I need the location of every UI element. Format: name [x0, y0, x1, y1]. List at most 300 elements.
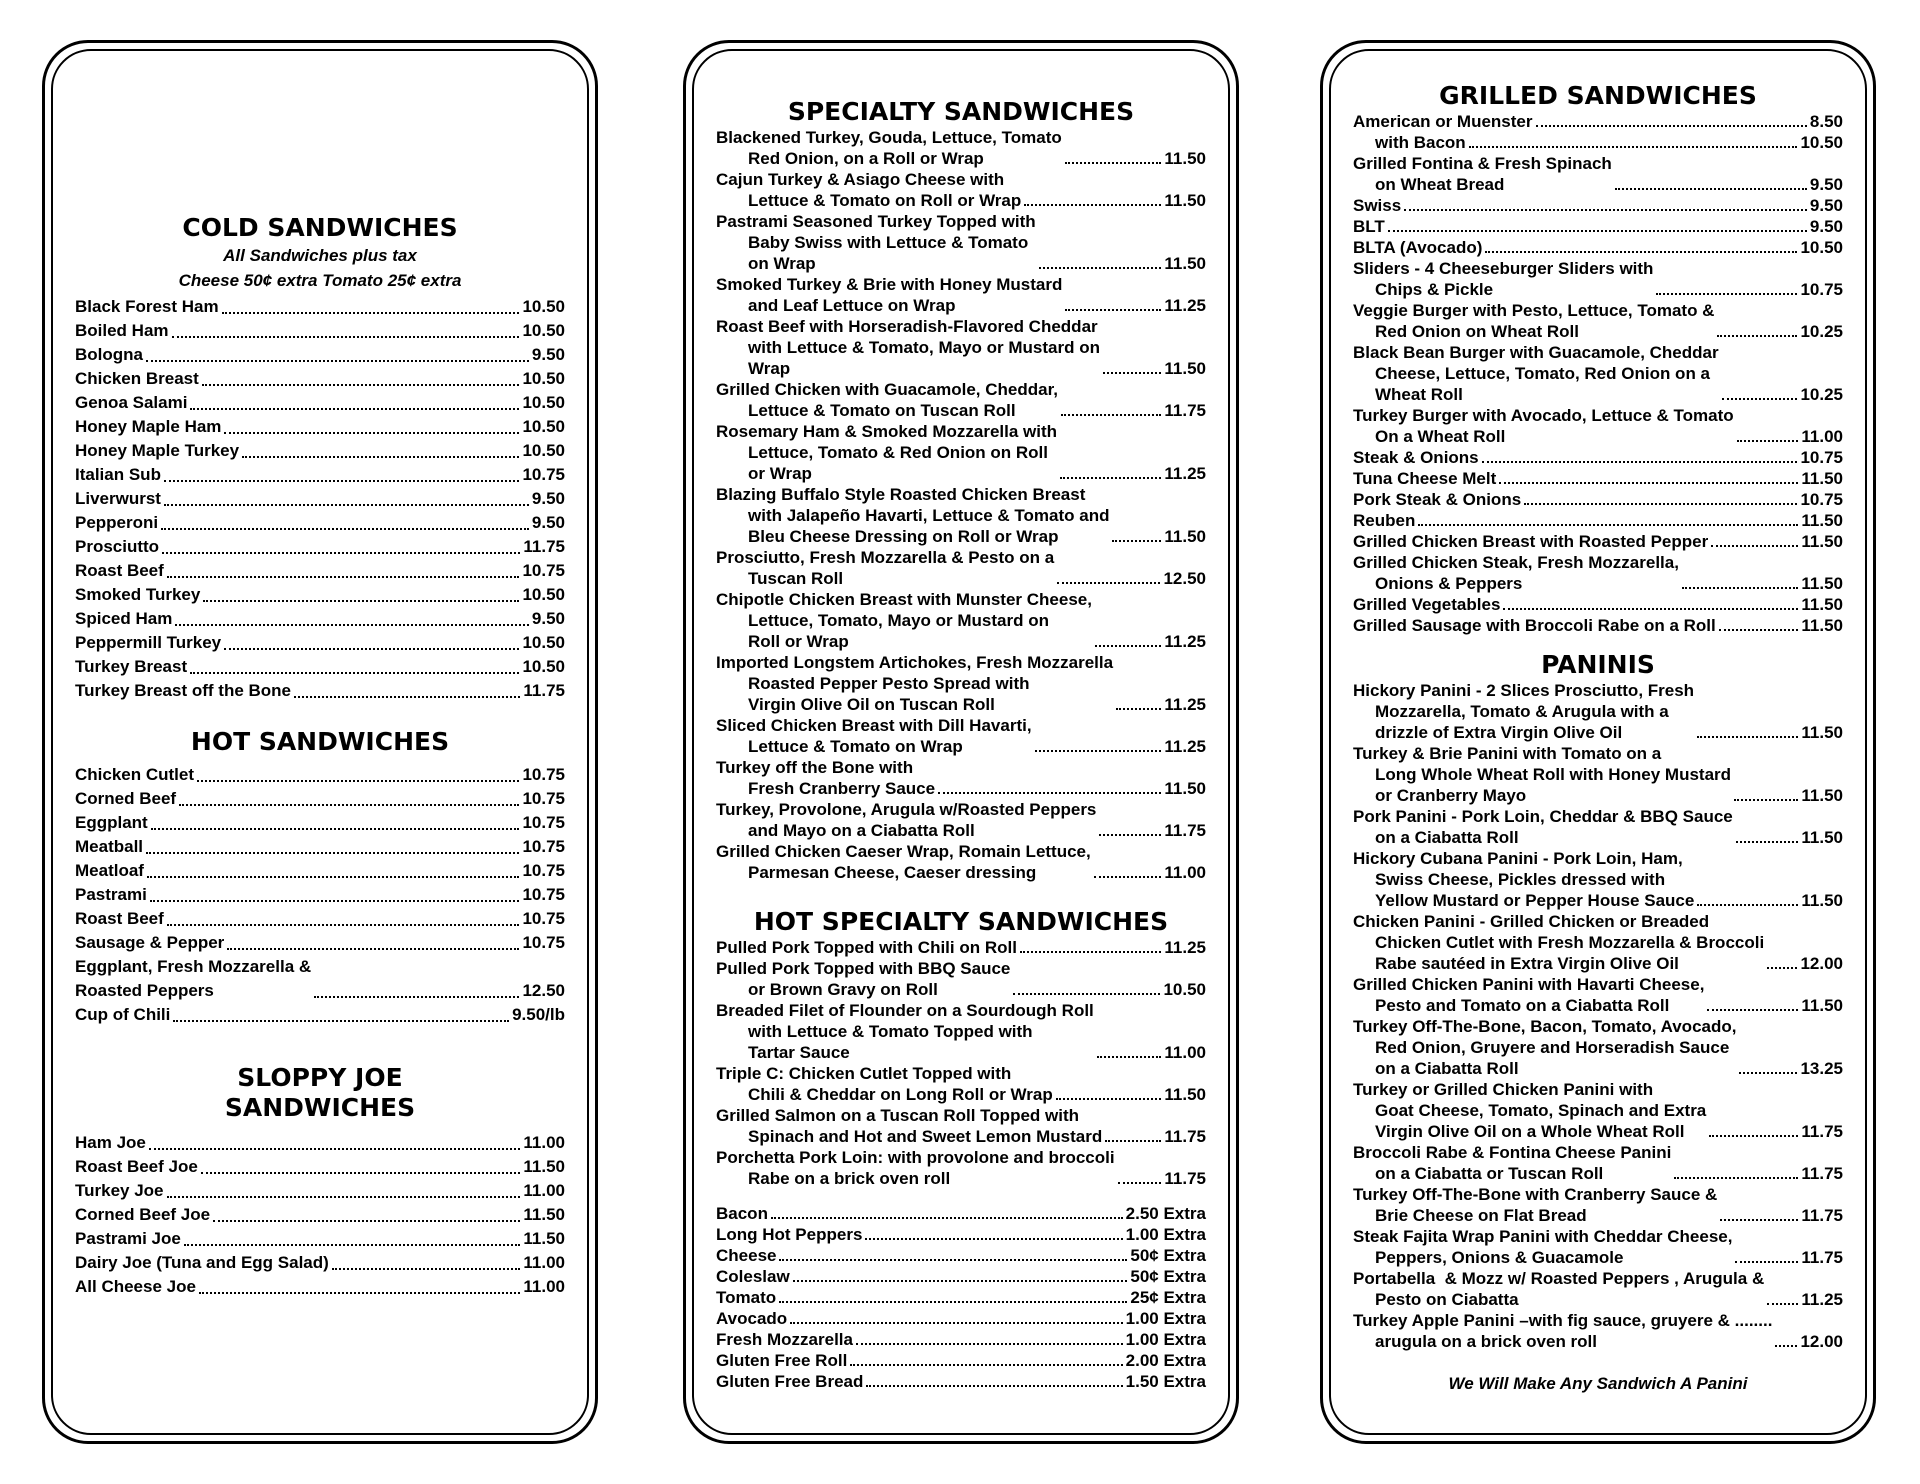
- menu-item-name: Hickory Panini - 2 Slices Prosciutto, Fresh Mozzarella, Tomato & Arugula with a drizzle of Extra Virgin Olive Oil: [1353, 681, 1695, 742]
- menu-item: [1353, 680, 1843, 743]
- menu-item-name: Peppermill Turkey: [75, 633, 222, 652]
- menu-item: [1353, 552, 1843, 594]
- menu-item: [75, 583, 565, 607]
- dot-leader: [1116, 708, 1161, 710]
- menu-item-name: American or Muenster: [1353, 112, 1533, 131]
- menu-item: [1353, 258, 1843, 300]
- dot-leader: [1615, 188, 1807, 190]
- menu-item-price: 10.50: [522, 633, 565, 652]
- menu-item: [75, 931, 565, 955]
- menu-item-name: Long Hot Peppers: [716, 1225, 863, 1244]
- specialty-sandwiches-section: [716, 97, 1206, 883]
- menu-item-name: Veggie Burger with Pesto, Lettuce, Tomato & Red Onion on Wheat Roll: [1353, 301, 1715, 341]
- menu-item-name: Imported Longstem Artichokes, Fresh Mozzarella Roasted Pepper Pesto Spread with Virgin Olive Oil on Tuscan Roll: [716, 653, 1114, 714]
- menu-item-price: 11.50: [1164, 254, 1206, 273]
- menu-item-name: Eggplant, Fresh Mozzarella & Roasted Peppers: [75, 957, 312, 1000]
- menu-item: [716, 274, 1206, 316]
- paninis-section: [1353, 650, 1843, 1394]
- menu-item: [716, 169, 1206, 211]
- menu-item-name: Boiled Ham: [75, 321, 169, 340]
- dot-leader: [1485, 251, 1797, 253]
- menu-item: [716, 421, 1206, 484]
- menu-item: [716, 1329, 1206, 1350]
- menu-item: [1353, 615, 1843, 636]
- menu-item-name: Portabella & Mozz w/ Roasted Peppers , Arugula & Pesto on Ciabatta: [1353, 1269, 1765, 1309]
- menu-item-price: 11.50: [1801, 574, 1843, 593]
- grilled-sandwiches-section: [1353, 81, 1843, 636]
- menu-item-price: 10.50: [522, 369, 565, 388]
- dot-leader: [865, 1238, 1122, 1240]
- menu-item-price: 11.50: [1801, 891, 1843, 910]
- menu-item-name: Bacon: [716, 1204, 768, 1223]
- menu-item-name: Prosciutto, Fresh Mozzarella & Pesto on a Tuscan Roll: [716, 548, 1055, 588]
- menu-item: [716, 1105, 1206, 1147]
- menu-item-price: 11.00: [1801, 427, 1843, 446]
- menu-item-name: Grilled Chicken Breast with Roasted Pepper: [1353, 532, 1709, 551]
- menu-item-price: 11.75: [1164, 1169, 1206, 1188]
- menu-item-price: 10.25: [1800, 322, 1843, 341]
- menu-item-name: Swiss: [1353, 196, 1402, 215]
- menu-item-name: Chicken Breast: [75, 369, 199, 388]
- menu-item: [1353, 806, 1843, 848]
- menu-item-name: Blazing Buffalo Style Roasted Chicken Breast with Jalapeño Havarti, Lettuce & Tomato and Bleu Cheese Dressing on Roll or Wrap: [716, 485, 1110, 546]
- menu-item-price: 9.50: [531, 489, 565, 508]
- dot-leader: [146, 852, 519, 854]
- menu-item: [75, 859, 565, 883]
- dot-leader: [1035, 750, 1162, 752]
- menu-item-name: Turkey Off-The-Bone with Cranberry Sauce & Brie Cheese on Flat Bread: [1353, 1185, 1718, 1225]
- menu-item-name: Grilled Chicken Caeser Wrap, Romain Lettuce, Parmesan Cheese, Caeser dressing: [716, 842, 1091, 882]
- menu-item-price: 10.75: [1800, 280, 1843, 299]
- menu-item: [716, 127, 1206, 169]
- dot-leader: [1736, 841, 1799, 843]
- extras-section: [716, 1203, 1206, 1392]
- menu-item-name: BLT: [1353, 217, 1385, 236]
- dot-leader: [1503, 608, 1798, 610]
- menu-item: [716, 1350, 1206, 1371]
- menu-item: [75, 463, 565, 487]
- menu-item: [1353, 1079, 1843, 1142]
- dot-leader: [150, 900, 520, 902]
- menu-panel-middle: [683, 40, 1239, 1444]
- dot-leader: [1482, 461, 1798, 463]
- menu-item-name: Rosemary Ham & Smoked Mozzarella with Lettuce, Tomato & Red Onion on Roll or Wrap: [716, 422, 1058, 483]
- menu-item-name: Pastrami Joe: [75, 1229, 181, 1248]
- dot-leader: [1717, 335, 1797, 337]
- menu-item-price: 10.50: [522, 657, 565, 676]
- menu-item: [75, 787, 565, 811]
- dot-leader: [1020, 951, 1161, 953]
- menu-item-name: Sliced Chicken Breast with Dill Havarti, Lettuce & Tomato on Wrap: [716, 716, 1032, 756]
- menu-item: [75, 487, 565, 511]
- menu-item: [75, 607, 565, 631]
- menu-item-price: 11.25: [1164, 737, 1206, 756]
- menu-item-price: 10.50: [1163, 980, 1206, 999]
- menu-item: [716, 958, 1206, 1000]
- dot-leader: [224, 432, 519, 434]
- dot-leader: [1536, 125, 1807, 127]
- menu-item: [716, 316, 1206, 379]
- menu-item-price: 9.50: [1809, 175, 1843, 194]
- menu-item: [716, 1308, 1206, 1329]
- dot-leader: [1056, 1098, 1162, 1100]
- menu-item-name: Pork Panini - Pork Loin, Cheddar & BBQ Sauce on a Ciabatta Roll: [1353, 807, 1733, 847]
- dot-leader: [184, 1244, 521, 1246]
- menu-item: [1353, 911, 1843, 974]
- dot-leader: [1112, 540, 1161, 542]
- menu-item-price: 2.50 Extra: [1125, 1204, 1206, 1223]
- menu-item-price: 11.75: [1164, 821, 1206, 840]
- menu-item: [716, 1000, 1206, 1063]
- dot-leader: [1737, 440, 1799, 442]
- menu-item: [716, 652, 1206, 715]
- menu-item-name: Hickory Cubana Panini - Pork Loin, Ham, Swiss Cheese, Pickles dressed with Yellow Mustard or Pepper House Sauce: [1353, 849, 1695, 910]
- menu-item-name: Pastrami: [75, 885, 147, 904]
- dot-leader: [202, 384, 520, 386]
- menu-item-price: 10.50: [1800, 133, 1843, 152]
- menu-item-price: 9.50: [1809, 217, 1843, 236]
- menu-item: [1353, 743, 1843, 806]
- menu-item: [1353, 1310, 1843, 1352]
- menu-item-price: 12.50: [522, 981, 565, 1000]
- menu-item: [75, 367, 565, 391]
- menu-item-name: Corned Beef: [75, 789, 177, 808]
- dot-leader: [779, 1259, 1127, 1261]
- menu-item-price: 10.75: [522, 885, 565, 904]
- menu-item-name: Eggplant: [75, 813, 148, 832]
- dot-leader: [197, 780, 519, 782]
- menu-item-price: 11.75: [1801, 1122, 1843, 1141]
- dot-leader: [146, 360, 529, 362]
- menu-panel-right: [1320, 40, 1876, 1444]
- menu-item-price: 11.25: [1164, 695, 1206, 714]
- menu-item-price: 8.50: [1809, 112, 1843, 131]
- menu-item: [75, 955, 565, 1003]
- menu-item-name: Turkey, Provolone, Arugula w/Roasted Peppers and Mayo on a Ciabatta Roll: [716, 800, 1097, 840]
- dot-leader: [1735, 1261, 1798, 1263]
- menu-item: [1353, 468, 1843, 489]
- menu-item: [75, 1275, 565, 1299]
- dot-leader: [1720, 1219, 1798, 1221]
- menu-item-name: Smoked Turkey & Brie with Honey Mustard and Leaf Lettuce on Wrap: [716, 275, 1063, 315]
- menu-item-price: 9.50: [531, 345, 565, 364]
- dot-leader: [1775, 1345, 1797, 1347]
- menu-item-price: 10.75: [522, 561, 565, 580]
- menu-item-name: Black Forest Ham: [75, 297, 219, 316]
- menu-item-price: 11.50: [1801, 532, 1843, 551]
- dot-leader: [151, 828, 520, 830]
- dot-leader: [1499, 482, 1798, 484]
- menu-item-name: Smoked Turkey: [75, 585, 201, 604]
- menu-item-price: 11.75: [523, 537, 565, 556]
- menu-item-price: 10.75: [522, 861, 565, 880]
- dot-leader: [856, 1343, 1123, 1345]
- sloppy-joe-section: [75, 1063, 565, 1299]
- menu-item-name: Blackened Turkey, Gouda, Lettuce, Tomato Red Onion, on a Roll or Wrap: [716, 128, 1062, 168]
- menu-item-price: 10.50: [522, 393, 565, 412]
- menu-item-price: 9.50: [531, 609, 565, 628]
- menu-item-name: with Bacon: [1375, 133, 1466, 152]
- dot-leader: [790, 1322, 1122, 1324]
- menu-item-price: 11.50: [1164, 149, 1206, 168]
- menu-item-price: 11.50: [1164, 779, 1206, 798]
- dot-leader: [224, 648, 519, 650]
- menu-item-name: Grilled Chicken Steak, Fresh Mozzarella, Onions & Peppers: [1353, 553, 1679, 593]
- menu-item-name: Triple C: Chicken Cutlet Topped with Chili & Cheddar on Long Roll or Wrap: [716, 1064, 1053, 1104]
- menu-item: [1353, 531, 1843, 552]
- menu-item: [75, 343, 565, 367]
- menu-item-name: Turkey Burger with Avocado, Lettuce & Tomato On a Wheat Roll: [1353, 406, 1734, 446]
- menu-item-price: 10.25: [1800, 385, 1843, 404]
- menu-item-name: Pork Steak & Onions: [1353, 490, 1522, 509]
- dot-leader: [147, 876, 519, 878]
- menu-item-price: 11.50: [1801, 469, 1843, 488]
- menu-item-name: Turkey or Grilled Chicken Panini with Goat Cheese, Tomato, Spinach and Extra Virgin Olive Oil on a Whole Wheat Roll: [1353, 1080, 1707, 1141]
- menu-item: [716, 799, 1206, 841]
- menu-item-name: Grilled Sausage with Broccoli Rabe on a Roll: [1353, 616, 1716, 635]
- menu-item-name: Reuben: [1353, 511, 1416, 530]
- dot-leader: [175, 624, 529, 626]
- menu-item-price: 25¢ Extra: [1130, 1288, 1206, 1307]
- menu-item-price: 11.50: [523, 1205, 565, 1224]
- dot-leader: [1656, 293, 1797, 295]
- menu-item-price: 10.75: [1800, 448, 1843, 467]
- menu-item-name: Grilled Fontina & Fresh Spinach on Wheat Bread: [1353, 154, 1612, 194]
- menu-item-price: 2.00 Extra: [1125, 1351, 1206, 1370]
- cold-sandwiches-list: [75, 295, 565, 703]
- dot-leader: [1697, 904, 1798, 906]
- menu-item-price: 11.00: [523, 1253, 565, 1272]
- menu-item-name: Tomato: [716, 1288, 777, 1307]
- specialty-sandwiches-list: [716, 127, 1206, 883]
- dot-leader: [1105, 1140, 1161, 1142]
- dot-leader: [167, 576, 520, 578]
- menu-item-price: 11.00: [523, 1277, 565, 1296]
- dot-leader: [1039, 267, 1162, 269]
- menu-item-price: 11.25: [1164, 296, 1206, 315]
- menu-item: [75, 1227, 565, 1251]
- menu-item: [1353, 111, 1843, 132]
- dot-leader: [179, 804, 519, 806]
- menu-item-price: 50¢ Extra: [1130, 1267, 1206, 1286]
- menu-item-name: Bologna: [75, 345, 143, 364]
- menu-item-name: Ham Joe: [75, 1133, 146, 1152]
- menu-item-price: 11.50: [1801, 786, 1843, 805]
- dot-leader: [201, 1172, 521, 1174]
- dot-leader: [190, 408, 519, 410]
- menu-item: [1353, 974, 1843, 1016]
- menu-item-name: Sausage & Pepper: [75, 933, 225, 952]
- menu-item: [75, 1155, 565, 1179]
- paninis-title: PANINIS: [1541, 650, 1655, 679]
- dot-leader: [162, 552, 520, 554]
- menu-item: [1353, 195, 1843, 216]
- menu-item-name: Turkey Breast off the Bone: [75, 681, 292, 700]
- dot-leader: [1013, 993, 1160, 995]
- hot-sandwiches-title: HOT SANDWICHES: [190, 727, 450, 756]
- menu-item-name: Dairy Joe (Tuna and Egg Salad): [75, 1253, 329, 1272]
- menu-item: [1353, 132, 1843, 153]
- menu-item-name: Chicken Panini - Grilled Chicken or Breaded Chicken Cutlet with Fresh Mozzarella & Broccoli Rabe sautéed in Extra Virgin Olive Oil: [1353, 912, 1765, 973]
- menu-item-name: Breaded Filet of Flounder on a Sourdough Roll with Lettuce & Tomato Topped with Tartar Sauce: [716, 1001, 1094, 1062]
- menu-item-price: 11.25: [1164, 464, 1206, 483]
- hot-specialty-title: HOT SPECIALTY SANDWICHES: [753, 907, 1169, 936]
- dot-leader: [850, 1364, 1122, 1366]
- dot-leader: [1097, 1056, 1162, 1058]
- dot-leader: [1404, 209, 1807, 211]
- dot-leader: [172, 336, 520, 338]
- menu-item-price: 11.50: [1801, 996, 1843, 1015]
- dot-leader: [190, 672, 519, 674]
- menu-item-name: Turkey Joe: [75, 1181, 164, 1200]
- menu-item-name: Meatball: [75, 837, 144, 856]
- menu-item: [716, 1147, 1206, 1189]
- tax-note: All Sandwiches plus tax: [223, 246, 417, 265]
- menu-item-name: Corned Beef Joe: [75, 1205, 211, 1224]
- menu-item-name: Prosciutto: [75, 537, 160, 556]
- sloppy-joe-title-line1: SLOPPY JOE: [237, 1063, 403, 1092]
- dot-leader: [1057, 582, 1160, 584]
- menu-item-name: Turkey & Brie Panini with Tomato on a Long Whole Wheat Roll with Honey Mustard or Cranberry Mayo: [1353, 744, 1732, 805]
- dot-leader: [771, 1217, 1123, 1219]
- menu-item-name: Avocado: [716, 1309, 788, 1328]
- dot-leader: [213, 1220, 520, 1222]
- menu-item-price: 11.50: [1801, 723, 1843, 742]
- menu-item: [1353, 1016, 1843, 1079]
- menu-item: [75, 811, 565, 835]
- menu-item-name: Steak Fajita Wrap Panini with Cheddar Cheese, Peppers, Onions & Guacamole: [1353, 1227, 1733, 1267]
- menu-item: [75, 415, 565, 439]
- extras-note: Cheese 50¢ extra Tomato 25¢ extra: [178, 271, 462, 290]
- menu-item: [1353, 405, 1843, 447]
- menu-item-name: BLTA (Avocado): [1353, 238, 1483, 257]
- menu-item-price: 1.00 Extra: [1125, 1309, 1206, 1328]
- menu-item: [75, 295, 565, 319]
- menu-item: [1353, 300, 1843, 342]
- dot-leader: [1722, 398, 1798, 400]
- menu-item: [75, 511, 565, 535]
- menu-item: [1353, 510, 1843, 531]
- menu-item: [716, 379, 1206, 421]
- menu-item: [1353, 489, 1843, 510]
- menu-item-price: 11.50: [1164, 359, 1206, 378]
- menu-item-price: 11.75: [1801, 1206, 1843, 1225]
- menu-item-price: 11.50: [523, 1157, 565, 1176]
- dot-leader: [1103, 372, 1161, 374]
- menu-item-price: 11.50: [1801, 511, 1843, 530]
- menu-item: [75, 1251, 565, 1275]
- menu-item: [75, 835, 565, 859]
- dot-leader: [1767, 967, 1797, 969]
- menu-item-price: 1.00 Extra: [1125, 1330, 1206, 1349]
- dot-leader: [1099, 834, 1161, 836]
- menu-item: [716, 1245, 1206, 1266]
- menu-item: [75, 1131, 565, 1155]
- hot-specialty-section: [716, 907, 1206, 1189]
- menu-item-price: 11.50: [1801, 828, 1843, 847]
- menu-item-name: Black Bean Burger with Guacamole, Cheddar Cheese, Lettuce, Tomato, Red Onion on a Wheat Roll: [1353, 343, 1719, 404]
- menu-item-name: Grilled Salmon on a Tuscan Roll Topped with Spinach and Hot and Sweet Lemon Mustard: [716, 1106, 1103, 1146]
- menu-item: [1353, 1268, 1843, 1310]
- dot-leader: [294, 696, 520, 698]
- menu-item: [75, 631, 565, 655]
- dot-leader: [1734, 799, 1798, 801]
- menu-item: [1353, 237, 1843, 258]
- menu-item-name: Gluten Free Bread: [716, 1372, 864, 1391]
- menu-item-price: 10.75: [1800, 490, 1843, 509]
- menu-item-name: Turkey Breast: [75, 657, 188, 676]
- grilled-sandwiches-title: GRILLED SANDWICHES: [1439, 81, 1757, 110]
- dot-leader: [1711, 545, 1798, 547]
- menu-item: [716, 1287, 1206, 1308]
- menu-item-name: Turkey Off-The-Bone, Bacon, Tomato, Avocado, Red Onion, Gruyere and Horseradish Sauce on a Ciabatta Roll: [1353, 1017, 1737, 1078]
- menu-item: [716, 484, 1206, 547]
- menu-item-price: 11.75: [1801, 1164, 1843, 1183]
- dot-leader: [1767, 1303, 1798, 1305]
- menu-item-price: 50¢ Extra: [1130, 1246, 1206, 1265]
- menu-item-price: 11.75: [1164, 401, 1206, 420]
- menu-item-price: 10.50: [522, 585, 565, 604]
- menu-item-price: 11.00: [1164, 1043, 1206, 1062]
- menu-item: [1353, 848, 1843, 911]
- menu-item: [716, 547, 1206, 589]
- menu-item: [75, 559, 565, 583]
- menu-item-price: 9.50: [1809, 196, 1843, 215]
- dot-leader: [164, 504, 529, 506]
- menu-item-price: 11.00: [523, 1181, 565, 1200]
- dot-leader: [1095, 645, 1161, 647]
- menu-item-price: 10.75: [522, 765, 565, 784]
- menu-item-name: Gluten Free Roll: [716, 1351, 848, 1370]
- dot-leader: [173, 1020, 509, 1022]
- cold-sandwiches-section: [75, 213, 565, 703]
- menu-item-price: 11.75: [1164, 1127, 1206, 1146]
- menu-item: [1353, 153, 1843, 195]
- dot-leader: [1697, 736, 1798, 738]
- menu-item: [716, 211, 1206, 274]
- paninis-list: [1353, 680, 1843, 1352]
- menu-item-name: Honey Maple Ham: [75, 417, 222, 436]
- menu-item: [716, 1203, 1206, 1224]
- menu-item-name: Chipotle Chicken Breast with Munster Cheese, Lettuce, Tomato, Mayo or Mustard on Roll or Wrap: [716, 590, 1092, 651]
- menu-item-name: Grilled Vegetables: [1353, 595, 1501, 614]
- menu-item: [716, 757, 1206, 799]
- dot-leader: [1682, 587, 1798, 589]
- menu-item-name: Coleslaw: [716, 1267, 790, 1286]
- dot-leader: [167, 1196, 521, 1198]
- menu-item-name: Honey Maple Turkey: [75, 441, 240, 460]
- dot-leader: [242, 456, 519, 458]
- dot-leader: [779, 1301, 1127, 1303]
- dot-leader: [1739, 1072, 1797, 1074]
- menu-item-price: 12.00: [1800, 1332, 1843, 1351]
- menu-item-name: Cajun Turkey & Asiago Cheese with Lettuce & Tomato on Roll or Wrap: [716, 170, 1022, 210]
- menu-item-name: Pepperoni: [75, 513, 159, 532]
- dot-leader: [1709, 1135, 1798, 1137]
- menu-item: [75, 391, 565, 415]
- hot-specialty-list: [716, 937, 1206, 1189]
- grilled-sandwiches-list: [1353, 111, 1843, 636]
- dot-leader: [203, 600, 519, 602]
- dot-leader: [222, 312, 520, 314]
- menu-item-price: 9.50/lb: [512, 1005, 565, 1024]
- menu-item-name: Turkey Apple Panini –with fig sauce, gruyere & ........ arugula on a brick oven roll: [1353, 1311, 1773, 1351]
- menu-item-price: 10.50: [522, 297, 565, 316]
- menu-item-price: 10.75: [522, 789, 565, 808]
- menu-item-name: Pulled Pork Topped with Chili on Roll: [716, 938, 1017, 957]
- dot-leader: [1065, 162, 1162, 164]
- hot-sandwiches-list: [75, 763, 565, 1027]
